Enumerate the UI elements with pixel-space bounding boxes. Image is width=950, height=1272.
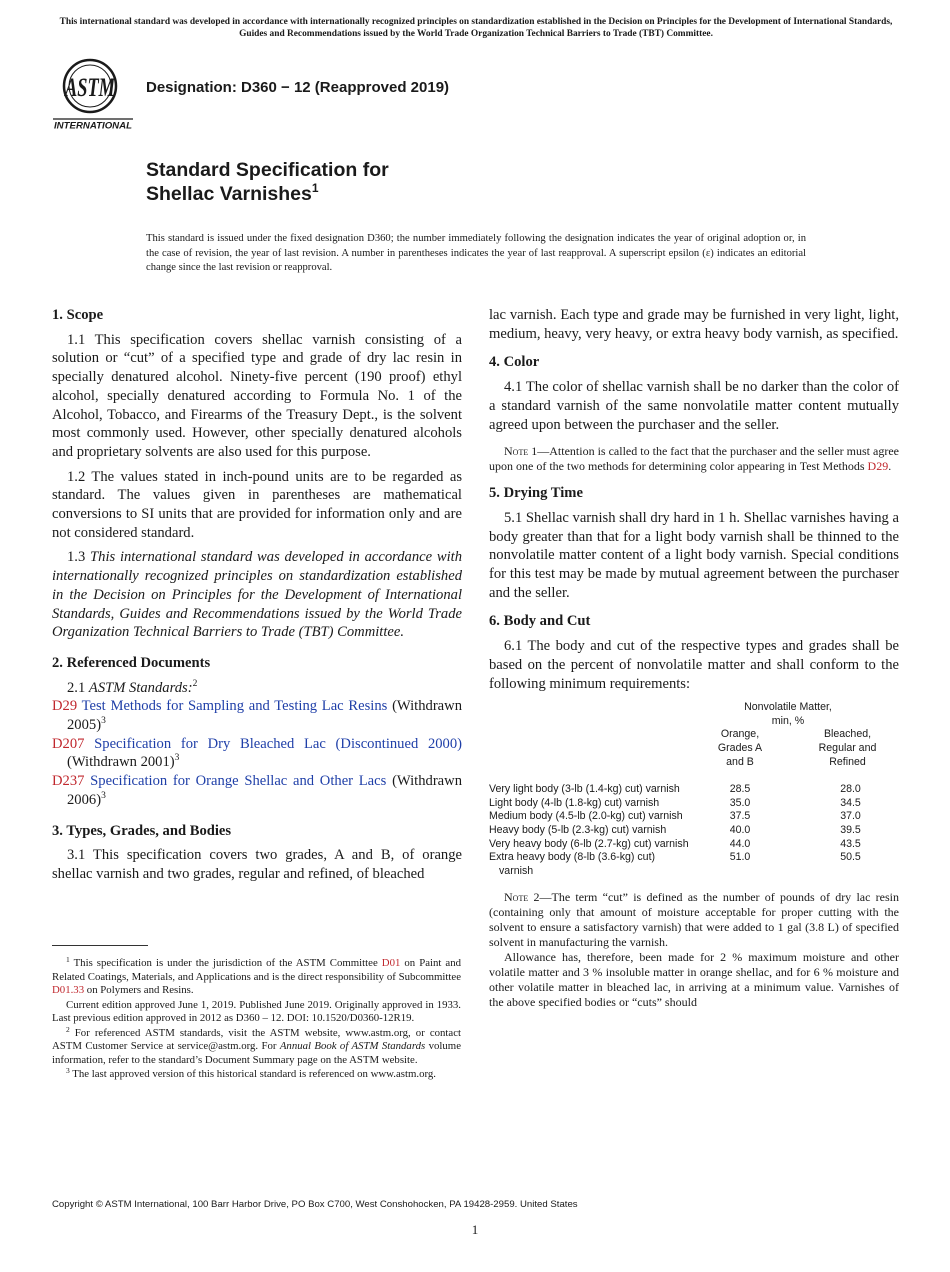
ref-d207-link[interactable]: Specification for Dry Bleached Lac (Discontinued 2000) <box>94 735 462 752</box>
table-row-label: Extra heavy body (8-lb (3.6-kg) cut) varnish <box>489 851 656 877</box>
note-2 <box>489 890 899 950</box>
para-2-1-num: 2.1 <box>67 679 86 696</box>
table-row <box>489 797 899 811</box>
table-cell-orange: 37.5 <box>729 810 751 823</box>
designation: Designation: D360 − 12 (Reapproved 2019) <box>146 79 450 96</box>
copyright-footer: Copyright © ASTM International, 100 Barr Harbor Drive, PO Box C700, West Conshohocken, PA 19428-2959. United States <box>52 1199 578 1210</box>
footnote-3-text: The last approved version of this historical standard is referenced on www.astm.org. <box>72 1068 436 1080</box>
footnote-2-text-b: volume information, refer to the standard’s Document Summary page on the ASTM website. <box>52 1040 461 1066</box>
footnote-1-link-d0133[interactable]: D01.33 <box>52 984 85 996</box>
table-row <box>489 824 899 838</box>
footnote-3 <box>52 1068 461 1082</box>
section-4-heading: 4. Color <box>489 354 540 371</box>
ref-d29-footnote: 3 <box>101 716 106 727</box>
footnote-1-link-d01[interactable]: D01 <box>381 957 401 969</box>
title-line-2: Shellac Varnishes <box>146 183 312 205</box>
para-1-2: 1.2 The values stated in inch-pound units are to be regarded as standard. The values given in parentheses are mathematical conversions to SI units that are provided for information only and are not considered standard. <box>52 468 462 541</box>
ref-d29-code[interactable]: D29 <box>52 698 78 715</box>
para-3-1-cont: lac varnish. Each type and grade may be furnished in very light, light, medium, heavy, very heavy, or extra heavy body varnish, as specified. <box>489 307 899 342</box>
table-cell-bleached: 39.5 <box>840 824 861 836</box>
para-1-1: 1.1 This specification covers shellac varnish consisting of a solution or “cut” of a specified type and grade of dry lac resin in specially denatured alcohol. Ninety-five percent (190 proof) ethyl alcohol, specially denatured according to Formula No. 1 of the Alcohol, Tobacco, and Firearms of the Treasury Dept., is the solvent most commonly used. However, other specially denatured alcohols and proprietary solvents are also used for this purpose. <box>52 331 462 460</box>
page-number: 1 <box>471 1222 479 1237</box>
table-header-bleached: Bleached, Regular and Refined <box>818 728 877 768</box>
table-row-label: Very light body (3-lb (1.4-kg) cut) varnish <box>489 783 680 796</box>
note-1 <box>489 444 899 474</box>
section-2-heading: 2. Referenced Documents <box>52 654 211 671</box>
table-cell-orange: 28.5 <box>729 783 751 796</box>
note-2-allowance: Allowance has, therefore, been made for 2 % maximum moisture and other volatile matter and 3 % insoluble matter in orange shellac, and for 6 % moisture and other volatile matter in bleached lac, in arriving at a minimum value. Varnishes of the above specified bodies or “cuts” should <box>489 950 899 1010</box>
para-2-1-footnote: 2 <box>192 678 198 689</box>
note-1-end: . <box>888 459 892 474</box>
para-5-1: 5.1 Shellac varnish shall dry hard in 1 h. Shellac varnishes having a body greater than that for a light body varnish shall be thinned to the nonvolatile matter content of a light body varnish. Special conditions for this test may be made by mutual agreement between the purchaser and the seller. <box>489 509 899 601</box>
footnote-2-italic: Annual Book of ASTM Standards <box>279 1040 426 1052</box>
ref-d237-code[interactable]: D237 <box>52 773 85 790</box>
para-4-1: 4.1 The color of shellac varnish shall be no darker than the color of a standard varnish of the same nonvolatile matter content mutually agreed upon between the purchaser and the seller. <box>489 379 899 433</box>
footnote-1-text-a: This specification is under the jurisdiction of the ASTM Committee <box>73 957 382 969</box>
astm-logo <box>53 56 135 132</box>
table-cell-orange: 44.0 <box>729 837 751 850</box>
ref-d29 <box>52 697 462 734</box>
ref-d237-link[interactable]: Specification for Orange Shellac and Other Lacs <box>90 773 387 790</box>
footnote-2 <box>52 1024 461 1068</box>
ref-d237 <box>52 772 462 809</box>
para-3-1: 3.1 This specification covers two grades, A and B, of orange shellac varnish and two grades, regular and refined, of bleached <box>52 847 462 882</box>
footnote-1-mark: 1 <box>66 955 70 964</box>
title-line-1: Standard Specification for <box>146 159 389 181</box>
table-header-orange: Orange, Grades A and B <box>717 728 763 768</box>
ref-d29-note: (Withdrawn 2005) <box>67 698 462 734</box>
table-cell-orange: 51.0 <box>729 851 751 864</box>
footnote-3-mark: 3 <box>66 1066 70 1075</box>
table-cell-bleached: 50.5 <box>840 851 861 864</box>
nonvolatile-matter-table <box>489 701 899 878</box>
table-row <box>489 838 899 852</box>
para-2-1-text: ASTM Standards: <box>88 679 193 696</box>
ref-d207-note: (Withdrawn 2001) <box>67 754 175 771</box>
note-1-label: Note 1 <box>504 444 538 459</box>
table-row-label: Very heavy body (6-lb (2.7-kg) cut) varnish <box>489 837 689 850</box>
logo-subtext: INTERNATIONAL <box>54 120 133 132</box>
page-title <box>146 158 389 206</box>
para-2-1 <box>52 679 462 698</box>
footnote-1-text-c: on Polymers and Resins. <box>84 984 194 996</box>
table-row-label: Light body (4-lb (1.8-kg) cut) varnish <box>489 796 660 809</box>
right-column <box>489 306 899 1010</box>
table-row-label: Heavy body (5-lb (2.3-kg) cut) varnish <box>489 824 667 836</box>
footnote-1 <box>52 957 461 998</box>
ref-d207-footnote: 3 <box>174 753 180 764</box>
section-1-heading: 1. Scope <box>52 307 104 323</box>
footnote-2-text-a: For referenced ASTM standards, visit the ASTM website, www.astm.org, or contact ASTM Customer Service at service@astm.org. For <box>52 1026 461 1052</box>
para-6-1: 6.1 The body and cut of the respective types and grades shall be based on the percent of nonvolatile matter and shall conform to the following minimum requirements: <box>489 638 899 692</box>
para-1-3-num: 1.3 <box>67 549 86 566</box>
section-5-heading: 5. Drying Time <box>489 485 583 502</box>
table-cell-orange: 40.0 <box>729 824 751 836</box>
footnote-2-mark: 2 <box>66 1024 70 1034</box>
note-1-link-d29[interactable]: D29 <box>867 459 889 474</box>
title-footnote-mark: 1 <box>311 181 319 195</box>
astm-logo-icon <box>53 56 135 132</box>
para-1-3 <box>52 548 462 642</box>
footnote-1-edition: Current edition approved June 1, 2019. Published June 2019. Originally approved in 1933. Last previous edition approved in 2012 as D360 – 12. DOI: 10.1520/D0360-12R19. <box>52 998 461 1024</box>
para-1-3-text: This international standard was developed in accordance with internationally recognized principles on standardization established in the Decision on Principles for the Development of International Standards, Guides and Recommendations issued by the World Trade Organization Technical Barriers to Trade (TBT) Committee. <box>52 549 463 641</box>
note-2-text: —The term “cut” is defined as the number of pounds of dry lac resin (containing only that amount of moisture acceptable for proper cutting with the solvent to ensure a satisfactory varnish) that were added to 1 gal (3.8 L) of specified solvent in manufacturing the varnish. <box>489 890 900 950</box>
footnotes <box>52 957 461 1083</box>
table-cell-bleached: 34.5 <box>840 796 861 809</box>
section-6-heading: 6. Body and Cut <box>489 613 591 630</box>
table-row <box>489 783 899 797</box>
ref-d207 <box>52 735 462 772</box>
table-cell-bleached: 37.0 <box>840 810 861 823</box>
logo-text: ASTM <box>63 73 116 102</box>
ref-d237-footnote: 3 <box>101 790 106 801</box>
table-row <box>489 810 899 824</box>
table-row-label: Medium body (4.5-lb (2.0-kg) cut) varnish <box>489 810 683 823</box>
table-cell-bleached: 28.0 <box>840 783 861 796</box>
note-1-text: —Attention is called to the fact that the purchaser and the seller must agree upon one of the two methods for determining color appearing in Test Methods <box>489 444 899 474</box>
issued-note: This standard is issued under the fixed designation D360; the number immediately following the designation indicates the year of original adoption or, in the case of revision, the year of last revision. A number in parentheses indicates the year of last reapproval. A superscript epsilon (ε) indicates an editorial change since the last revision or reapproval. <box>146 233 806 274</box>
footnote-1-text-b: on Paint and Related Coatings, Materials, and Applications and is the direct responsibility of Subcommittee <box>52 957 461 983</box>
ref-d207-code[interactable]: D207 <box>52 735 85 752</box>
ref-d29-link[interactable]: Test Methods for Sampling and Testing Lac Resins <box>81 698 388 715</box>
section-3-heading: 3. Types, Grades, and Bodies <box>52 822 232 839</box>
note-2-label: Note 2 <box>504 890 540 905</box>
top-notice: This international standard was developed in accordance with internationally recognized principles on standardization established in the Decision on Principles for the Development of International Standards, Guides and Recommendations issued by the World Trade Organization Technical Barriers to Trade (TBT) Committee. <box>59 17 893 39</box>
table-cell-orange: 35.0 <box>729 796 751 809</box>
table-group-header: Nonvolatile Matter, min, % <box>744 701 832 727</box>
left-column <box>52 306 462 884</box>
footnote-divider <box>52 945 148 946</box>
table-row <box>489 851 899 878</box>
table-cell-bleached: 43.5 <box>840 837 861 850</box>
ref-d237-note: (Withdrawn 2006) <box>67 773 462 808</box>
table-column-header-row <box>489 728 899 769</box>
table-group-header-row <box>489 701 899 728</box>
